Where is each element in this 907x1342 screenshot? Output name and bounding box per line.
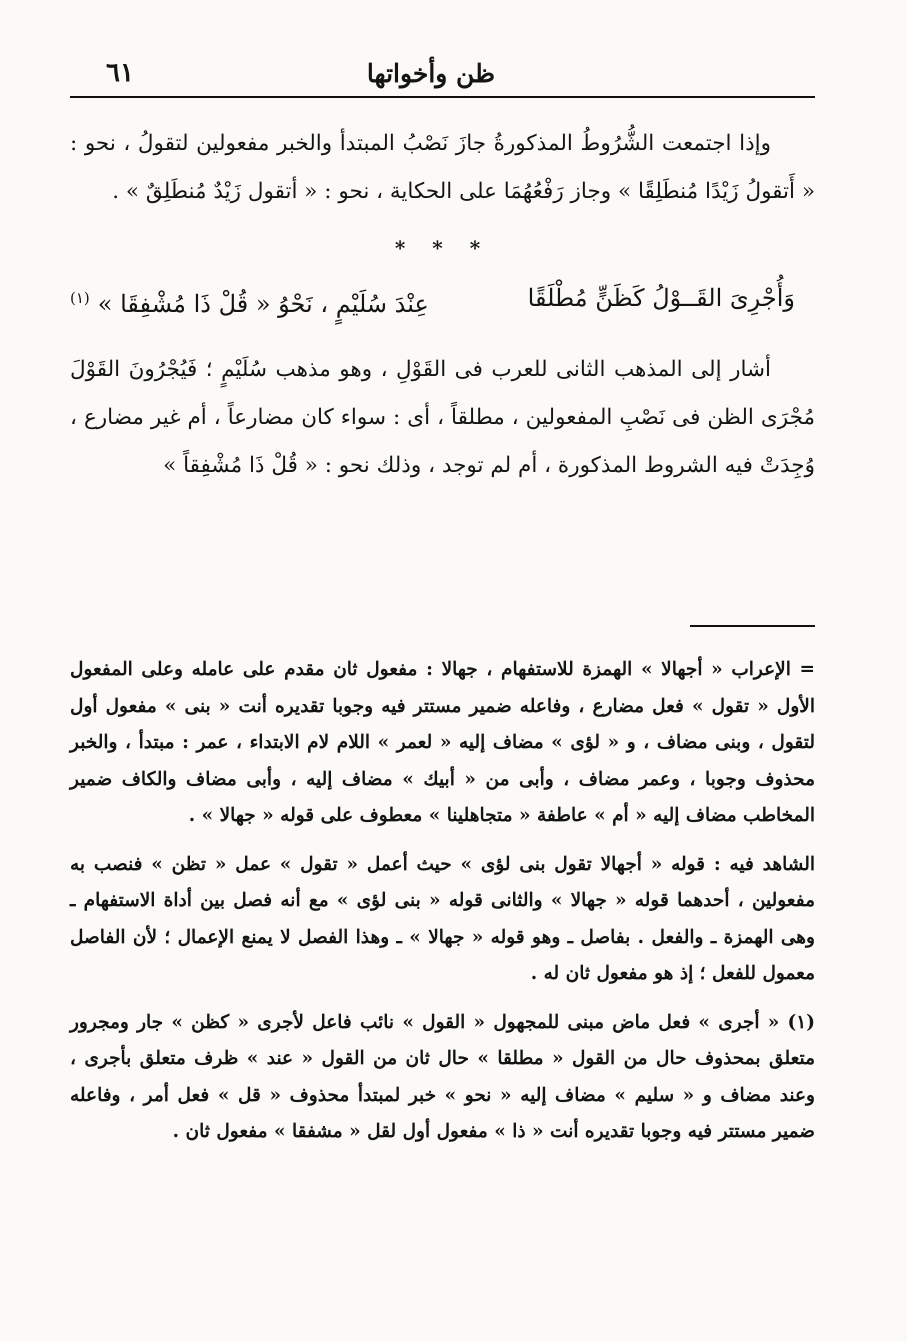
paragraph-1 <box>70 120 815 216</box>
paragraph-2 <box>70 346 815 490</box>
section-separator: * * * <box>394 236 491 260</box>
verse-second-hemistich <box>70 270 429 332</box>
verse-line <box>70 270 795 332</box>
page-title: ظن وأخواتها <box>366 58 495 88</box>
book-page <box>70 0 815 1342</box>
page-header <box>70 50 815 98</box>
footnote-shahid: الشاهد فيه : قوله « أجهالا تقول بنى لؤى » حيث أعمل « تقول » عمل « تظن » فنصب به مفعولين ، أحدهما قوله « جهالا » والثانى قوله « بنى لؤى » مع أنه فصل بين أداة الاستفهام ـ وهى الهمزة ـ والفعل . بفاصل ـ وهو قوله « جهالا » ـ وهذا الفصل لا يمنع الإعمال ؛ لأن الفاصل معمول للفعل ؛ إذ هو مفعول ثان له . <box>70 853 815 984</box>
verse-second-hemistich-text: عِنْدَ سُلَيْمٍ ، نَحْوُ « قُلْ ذَا مُشْفِقَا » <box>97 290 429 318</box>
paragraph-1-text: وإذا اجتمعت الشُّرُوطُ المذكورةُ جازَ نَصْبُ المبتدأ والخبر مفعولين لتقولُ ، نحو : « أَتقولُ زَيْدًا مُنطَلِقًا » وجاز رَفْعُهُمَا على الحكاية ، نحو : « أتقول زَيْدٌ مُنطَلِقٌ » . <box>70 131 815 204</box>
footnotes <box>70 652 815 1163</box>
footnote-1: (١) « أجرى » فعل ماض مبنى للمجهول « القول » نائب فاعل لأجرى « كظن » جار ومجرور متعلق بمحذوف حال من القول « مطلقا » حال ثان من القول « عند » ظرف متعلق بأجرى ، وعند مضاف و « سليم » مضاف إليه « نحو » خبر لمبتدأ محذوف « قل » فعل أمر ، وفاعله ضمير مستتر فيه وجوبا تقديره أنت « ذا » مفعول أول لقل « مشفقا » مفعول ثان . <box>70 1011 815 1142</box>
main-text <box>70 120 815 490</box>
footnote-divider <box>690 625 815 627</box>
paragraph-2-text: أشار إلى المذهب الثانى للعرب فى القَوْلِ ، وهو مذهب سُلَيْمٍ ؛ فَيُجْرُونَ القَوْلَ مُجْرَى الظن فى نَصْبِ المفعولين ، مطلقاً ، أى : سواء كان مضارعاً ، أم غير مضارع ، وُجِدَتْ فيه الشروط المذكورة ، أم لم توجد ، وذلك نحو : « قُلْ ذَا مُشْفِقاً » <box>70 357 815 478</box>
page-number: ٦١ <box>106 58 134 88</box>
footnote-irab: = الإعراب « أجهالا » الهمزة للاستفهام ، جهالا : مفعول ثان مقدم على عامله وعلى المفعول الأول « تقول » فعل مضارع ، وفاعله ضمير مستتر فيه وجوبا تقديره أنت « بنى » مفعول أول لتقول ، وبنى مضاف ، و « لؤى » مضاف إليه « لعمر » اللام لام الابتداء ، عمر : مبتدأ ، والخبر محذوف وجوبا ، وعمر مضاف ، وأبى من « أبيك » مضاف إليه ، وأبى مضاف والكاف ضمير المخاطب مضاف إليه « أم » عاطفة « متجاهلينا » معطوف على قوله « جهالا » . <box>70 659 815 826</box>
verse-first-hemistich: وَأُجْرِىَ القَــوْلُ كَظَنٍّ مُطْلَقًا <box>527 284 795 312</box>
footnote-marker: (١) <box>70 289 90 307</box>
